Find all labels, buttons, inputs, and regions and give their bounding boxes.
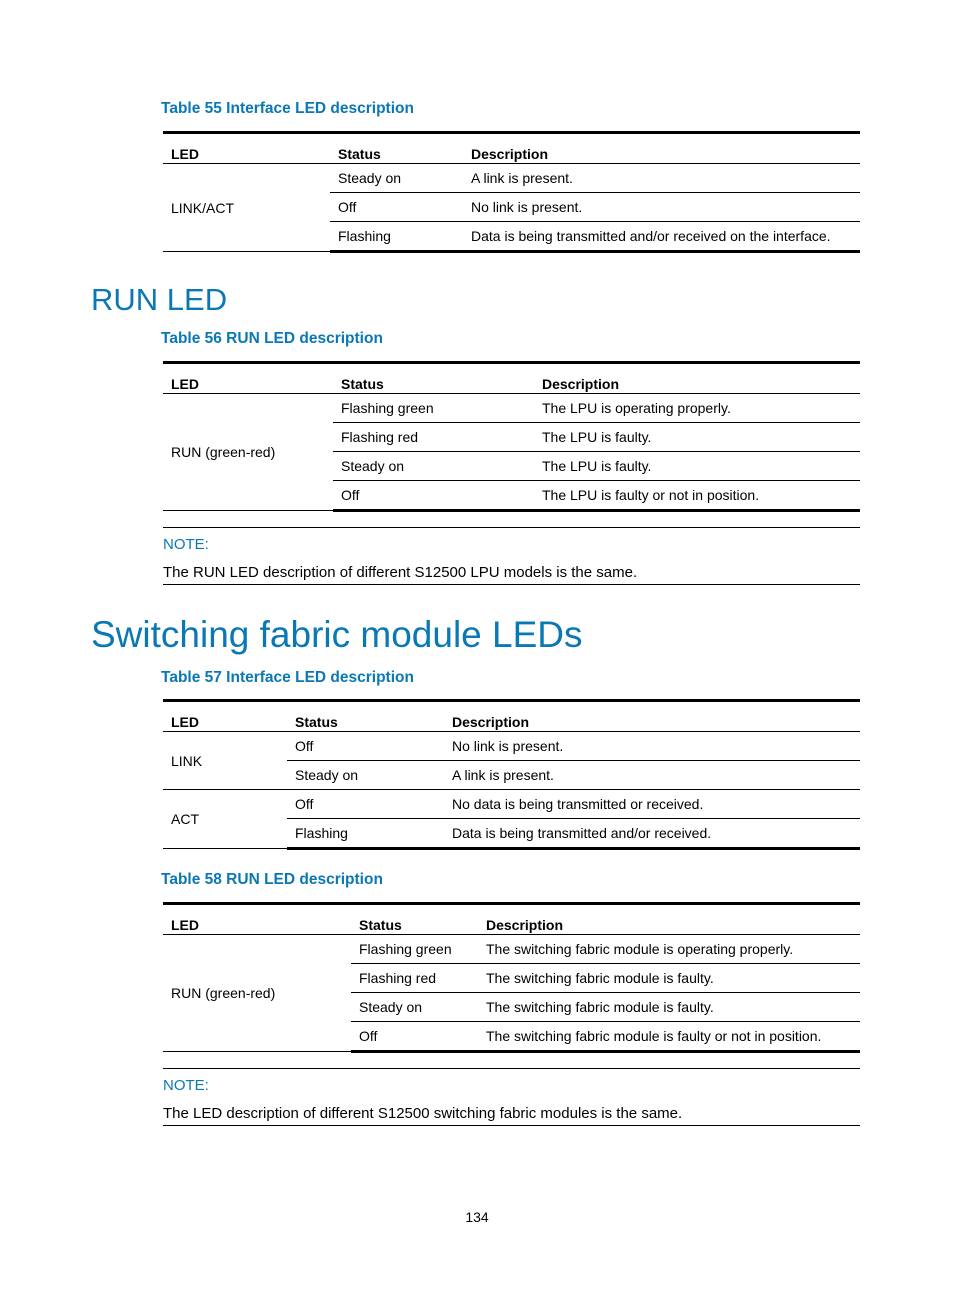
- status-cell: Flashing green: [333, 394, 534, 423]
- table-58-caption: Table 58 RUN LED description: [161, 871, 383, 888]
- description-cell: A link is present.: [463, 164, 860, 193]
- note-box: [163, 1068, 860, 1126]
- description-cell: The LPU is operating properly.: [534, 394, 860, 423]
- status-cell: Off: [287, 790, 444, 819]
- description-cell: A link is present.: [444, 761, 860, 790]
- column-header-description: Description: [478, 904, 860, 935]
- column-header-led: LED: [163, 904, 351, 935]
- status-cell: Off: [330, 193, 463, 222]
- description-cell: Data is being transmitted and/or received on the interface.: [463, 222, 860, 252]
- note-label: NOTE:: [163, 536, 209, 553]
- table-header-row: [163, 904, 860, 935]
- status-cell: Flashing red: [333, 423, 534, 452]
- column-header-status: Status: [351, 904, 478, 935]
- description-cell: No data is being transmitted or received.: [444, 790, 860, 819]
- column-header-led: LED: [163, 363, 333, 394]
- description-cell: The switching fabric module is faulty.: [478, 993, 860, 1022]
- led-name-cell: LINK/ACT: [163, 164, 330, 252]
- column-header-status: Status: [287, 701, 444, 732]
- column-header-status: Status: [330, 133, 463, 164]
- column-header-led: LED: [163, 701, 287, 732]
- status-cell: Steady on: [330, 164, 463, 193]
- table-row: [163, 164, 860, 193]
- column-header-status: Status: [333, 363, 534, 394]
- table-row: [163, 394, 860, 423]
- led-name-cell: LINK: [163, 732, 287, 790]
- status-cell: Steady on: [287, 761, 444, 790]
- table-57: [163, 699, 860, 850]
- table-row: [163, 935, 860, 964]
- led-name-cell: ACT: [163, 790, 287, 849]
- table-58: [163, 902, 860, 1053]
- status-cell: Off: [351, 1022, 478, 1052]
- page-number: 134: [465, 1209, 489, 1225]
- table-56-caption: Table 56 RUN LED description: [161, 330, 383, 347]
- status-cell: Steady on: [351, 993, 478, 1022]
- description-cell: The switching fabric module is faulty.: [478, 964, 860, 993]
- column-header-description: Description: [444, 701, 860, 732]
- column-header-led: LED: [163, 133, 330, 164]
- table-row: [163, 790, 860, 819]
- status-cell: Off: [287, 732, 444, 761]
- description-cell: The switching fabric module is operating properly.: [478, 935, 860, 964]
- section-heading-switching-fabric: Switching fabric module LEDs: [91, 614, 583, 655]
- status-cell: Flashing green: [351, 935, 478, 964]
- led-name-cell: RUN (green-red): [163, 394, 333, 511]
- status-cell: Flashing red: [351, 964, 478, 993]
- note-box: [163, 527, 860, 585]
- description-cell: No link is present.: [463, 193, 860, 222]
- description-cell: No link is present.: [444, 732, 860, 761]
- description-cell: Data is being transmitted and/or received.: [444, 819, 860, 849]
- description-cell: The switching fabric module is faulty or not in position.: [478, 1022, 860, 1052]
- section-heading-run-led: RUN LED: [91, 282, 228, 317]
- description-cell: The LPU is faulty.: [534, 423, 860, 452]
- table-header-row: [163, 701, 860, 732]
- table-57-caption: Table 57 Interface LED description: [161, 669, 414, 686]
- description-cell: The LPU is faulty.: [534, 452, 860, 481]
- status-cell: Flashing: [287, 819, 444, 849]
- status-cell: Steady on: [333, 452, 534, 481]
- description-cell: The LPU is faulty or not in position.: [534, 481, 860, 511]
- column-header-description: Description: [534, 363, 860, 394]
- status-cell: Off: [333, 481, 534, 511]
- column-header-description: Description: [463, 133, 860, 164]
- status-cell: Flashing: [330, 222, 463, 252]
- table-header-row: [163, 363, 860, 394]
- table-header-row: [163, 133, 860, 164]
- table-55: [163, 131, 860, 253]
- table-55-caption: Table 55 Interface LED description: [161, 100, 414, 117]
- table-row: [163, 732, 860, 761]
- note-text: The LED description of different S12500 switching fabric modules is the same.: [163, 1105, 683, 1122]
- note-text: The RUN LED description of different S12500 LPU models is the same.: [163, 564, 638, 581]
- note-label: NOTE:: [163, 1077, 209, 1094]
- table-56: [163, 361, 860, 512]
- led-name-cell: RUN (green-red): [163, 935, 351, 1052]
